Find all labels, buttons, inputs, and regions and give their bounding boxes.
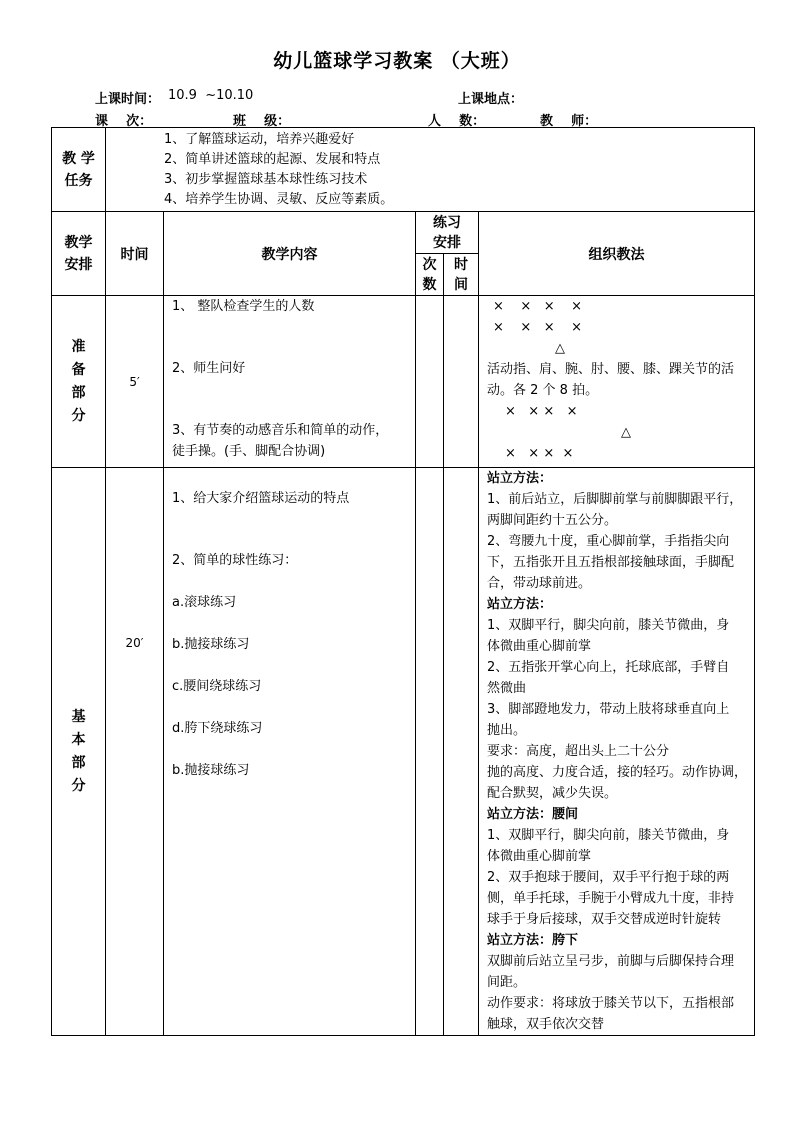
prep-duration-cell: [444, 296, 479, 468]
duration-header-line1: 时: [454, 256, 468, 273]
method-subheading: 站立方法：胯下: [487, 933, 579, 948]
prep-label-char: 分: [71, 407, 86, 424]
basic-count-cell: [416, 468, 444, 1036]
teacher-position-icon: △: [555, 341, 565, 356]
basic-label-cell: [52, 468, 106, 1036]
basic-label-char: 分: [71, 777, 86, 794]
method-line: 3、脚部蹬地发力，带动上肢将球垂直向上: [487, 702, 730, 717]
page-title: 幼儿篮球学习教案 （大班）: [273, 50, 521, 72]
task-label-line2: 任务: [64, 172, 93, 189]
class-label: 班 级：: [233, 114, 291, 129]
content-header: 教学内容: [164, 212, 416, 296]
practice-header-line1: 练习: [433, 214, 461, 231]
basic-content-line: b.抛接球练习: [172, 763, 250, 778]
method-line: 1、前后站立，后脚脚前掌与前脚脚跟平行，: [487, 492, 743, 507]
prep-method-cell: [479, 296, 755, 468]
task-row: [52, 128, 755, 212]
task-item: 4、培养学生协调、灵敏、反应等素质。: [164, 192, 394, 207]
prep-content-line: 1、 整队检查学生的人数: [172, 299, 315, 314]
count-header-line2: 数: [422, 276, 437, 293]
class-time-value: 10.9 ~10.10: [168, 88, 254, 103]
teacher-label: 教 师：: [540, 114, 598, 129]
method-line: 2、弯腰九十度，重心脚前掌，手指指尖向: [487, 534, 730, 549]
prep-label-cell: [52, 296, 106, 468]
prep-label-char: 部: [71, 384, 86, 401]
task-label-line1: 教 学: [62, 150, 95, 167]
task-item: 2、简单讲述篮球的起源、发展和特点: [164, 152, 381, 167]
duration-header-line2: 间: [454, 276, 468, 293]
people-count-label: 人 数：: [428, 114, 486, 129]
method-line: 2、双手抱球于腰间，双手平行抱于球的两: [487, 870, 730, 885]
lesson-plan-table: [51, 127, 755, 1036]
basic-content-line: b.抛接球练习: [172, 637, 250, 652]
duration-header: [444, 254, 479, 296]
prep-time: 5′: [106, 296, 164, 468]
task-item: 1、了解篮球运动，培养兴趣爱好: [164, 132, 355, 147]
lesson-number-label: 课 次：: [95, 114, 153, 129]
method-line: 合，带动球前进。: [487, 576, 592, 591]
prep-content-line: 2、师生问好: [172, 361, 246, 376]
method-line: 2、五指张开掌心向上，托球底部，手臂自: [487, 660, 730, 675]
basic-content-cell: [164, 468, 416, 1036]
method-line: 动作要求：将球放于膝关节以下，五指根部: [487, 996, 735, 1011]
formation-row: × × × ×: [505, 404, 578, 419]
method-line: 球手于身后接球，双手交替成逆时针旋转: [487, 912, 722, 927]
practice-header: [416, 212, 479, 254]
method-line: 抛出。: [487, 723, 527, 738]
basic-content-line: d.胯下绕球练习: [172, 721, 263, 736]
basic-duration-cell: [444, 468, 479, 1036]
time-header: 时间: [106, 212, 164, 296]
method-subheading: 站立方法：: [487, 471, 553, 486]
basic-method-cell: [479, 468, 755, 1036]
method-line: 体微曲重心脚前掌: [487, 849, 592, 864]
prep-content-line: 3、有节奏的动感音乐和简单的动作，: [172, 423, 389, 438]
prep-row: [52, 296, 755, 468]
method-line: 触球，双手依次交替: [487, 1017, 605, 1032]
basic-content-line: c.腰间绕球练习: [172, 679, 262, 694]
arrange-header-line1: 教学: [64, 234, 93, 251]
task-item: 3、初步掌握篮球基本球性练习技术: [164, 172, 368, 187]
method-line: 侧，单手托球，手腕于小臂成九十度，非持: [487, 891, 735, 906]
prep-content-cell: [164, 296, 416, 468]
method-line: 1、双脚平行，脚尖向前，膝关节微曲，身: [487, 828, 730, 843]
method-line: 1、双脚平行，脚尖向前，膝关节微曲，身: [487, 618, 730, 633]
method-header: 组织教法: [479, 212, 755, 296]
class-place-label: 上课地点：: [458, 92, 524, 107]
prep-content-line: 徒手操。(手、脚配合协调): [172, 444, 326, 459]
method-line: 要求：高度，超出头上二十公分: [487, 744, 670, 759]
prep-label-char: 准: [71, 338, 86, 355]
formation-row: × × × ×: [505, 446, 574, 461]
method-line: 体微曲重心脚前掌: [487, 639, 592, 654]
method-line: 间距。: [487, 975, 527, 990]
basic-label-char: 本: [71, 731, 86, 748]
basic-time: 20′: [106, 468, 164, 1036]
basic-row: [52, 468, 755, 1036]
method-line: 配合默契，减少失误。: [487, 786, 618, 801]
method-line: 两脚间距约十五公分。: [487, 513, 618, 528]
formation-row: × × × ×: [493, 299, 583, 314]
prep-method-text: 动。各 2 个 8 拍。: [487, 383, 599, 398]
class-time-label: 上课时间：: [95, 92, 161, 107]
task-label-cell: [52, 128, 106, 212]
arrange-header: [52, 212, 106, 296]
prep-label-char: 备: [71, 361, 86, 378]
basic-method-list: [487, 468, 750, 1035]
method-line: 然微曲: [487, 681, 527, 696]
basic-content-line: 2、简单的球性练习：: [172, 553, 298, 568]
count-header: [416, 254, 444, 296]
method-line: 抛的高度、力度合适，接的轻巧。动作协调，: [487, 765, 748, 780]
header-row: [52, 212, 755, 254]
method-line: 下，五指张开且五指根部接触球面，手脚配: [487, 555, 735, 570]
basic-label-char: 基: [71, 708, 86, 725]
method-subheading: 站立方法：: [487, 597, 553, 612]
method-subheading: 站立方法：腰间: [487, 807, 579, 822]
formation-row: × × × ×: [493, 320, 583, 335]
arrange-header-line2: 安排: [64, 256, 93, 273]
task-content-cell: [106, 128, 755, 212]
method-line: 双脚前后站立呈弓步，前脚与后脚保持合理: [487, 954, 735, 969]
count-header-line1: 次: [422, 256, 437, 273]
prep-count-cell: [416, 296, 444, 468]
prep-method-text: 活动指、肩、腕、肘、腰、膝、踝关节的活: [487, 362, 735, 377]
basic-label-char: 部: [71, 754, 86, 771]
teacher-position-icon: △: [621, 425, 631, 440]
basic-content-line: a.滚球练习: [172, 595, 237, 610]
basic-content-line: 1、给大家介绍篮球运动的特点: [172, 491, 350, 506]
practice-header-line2: 安排: [433, 234, 461, 251]
